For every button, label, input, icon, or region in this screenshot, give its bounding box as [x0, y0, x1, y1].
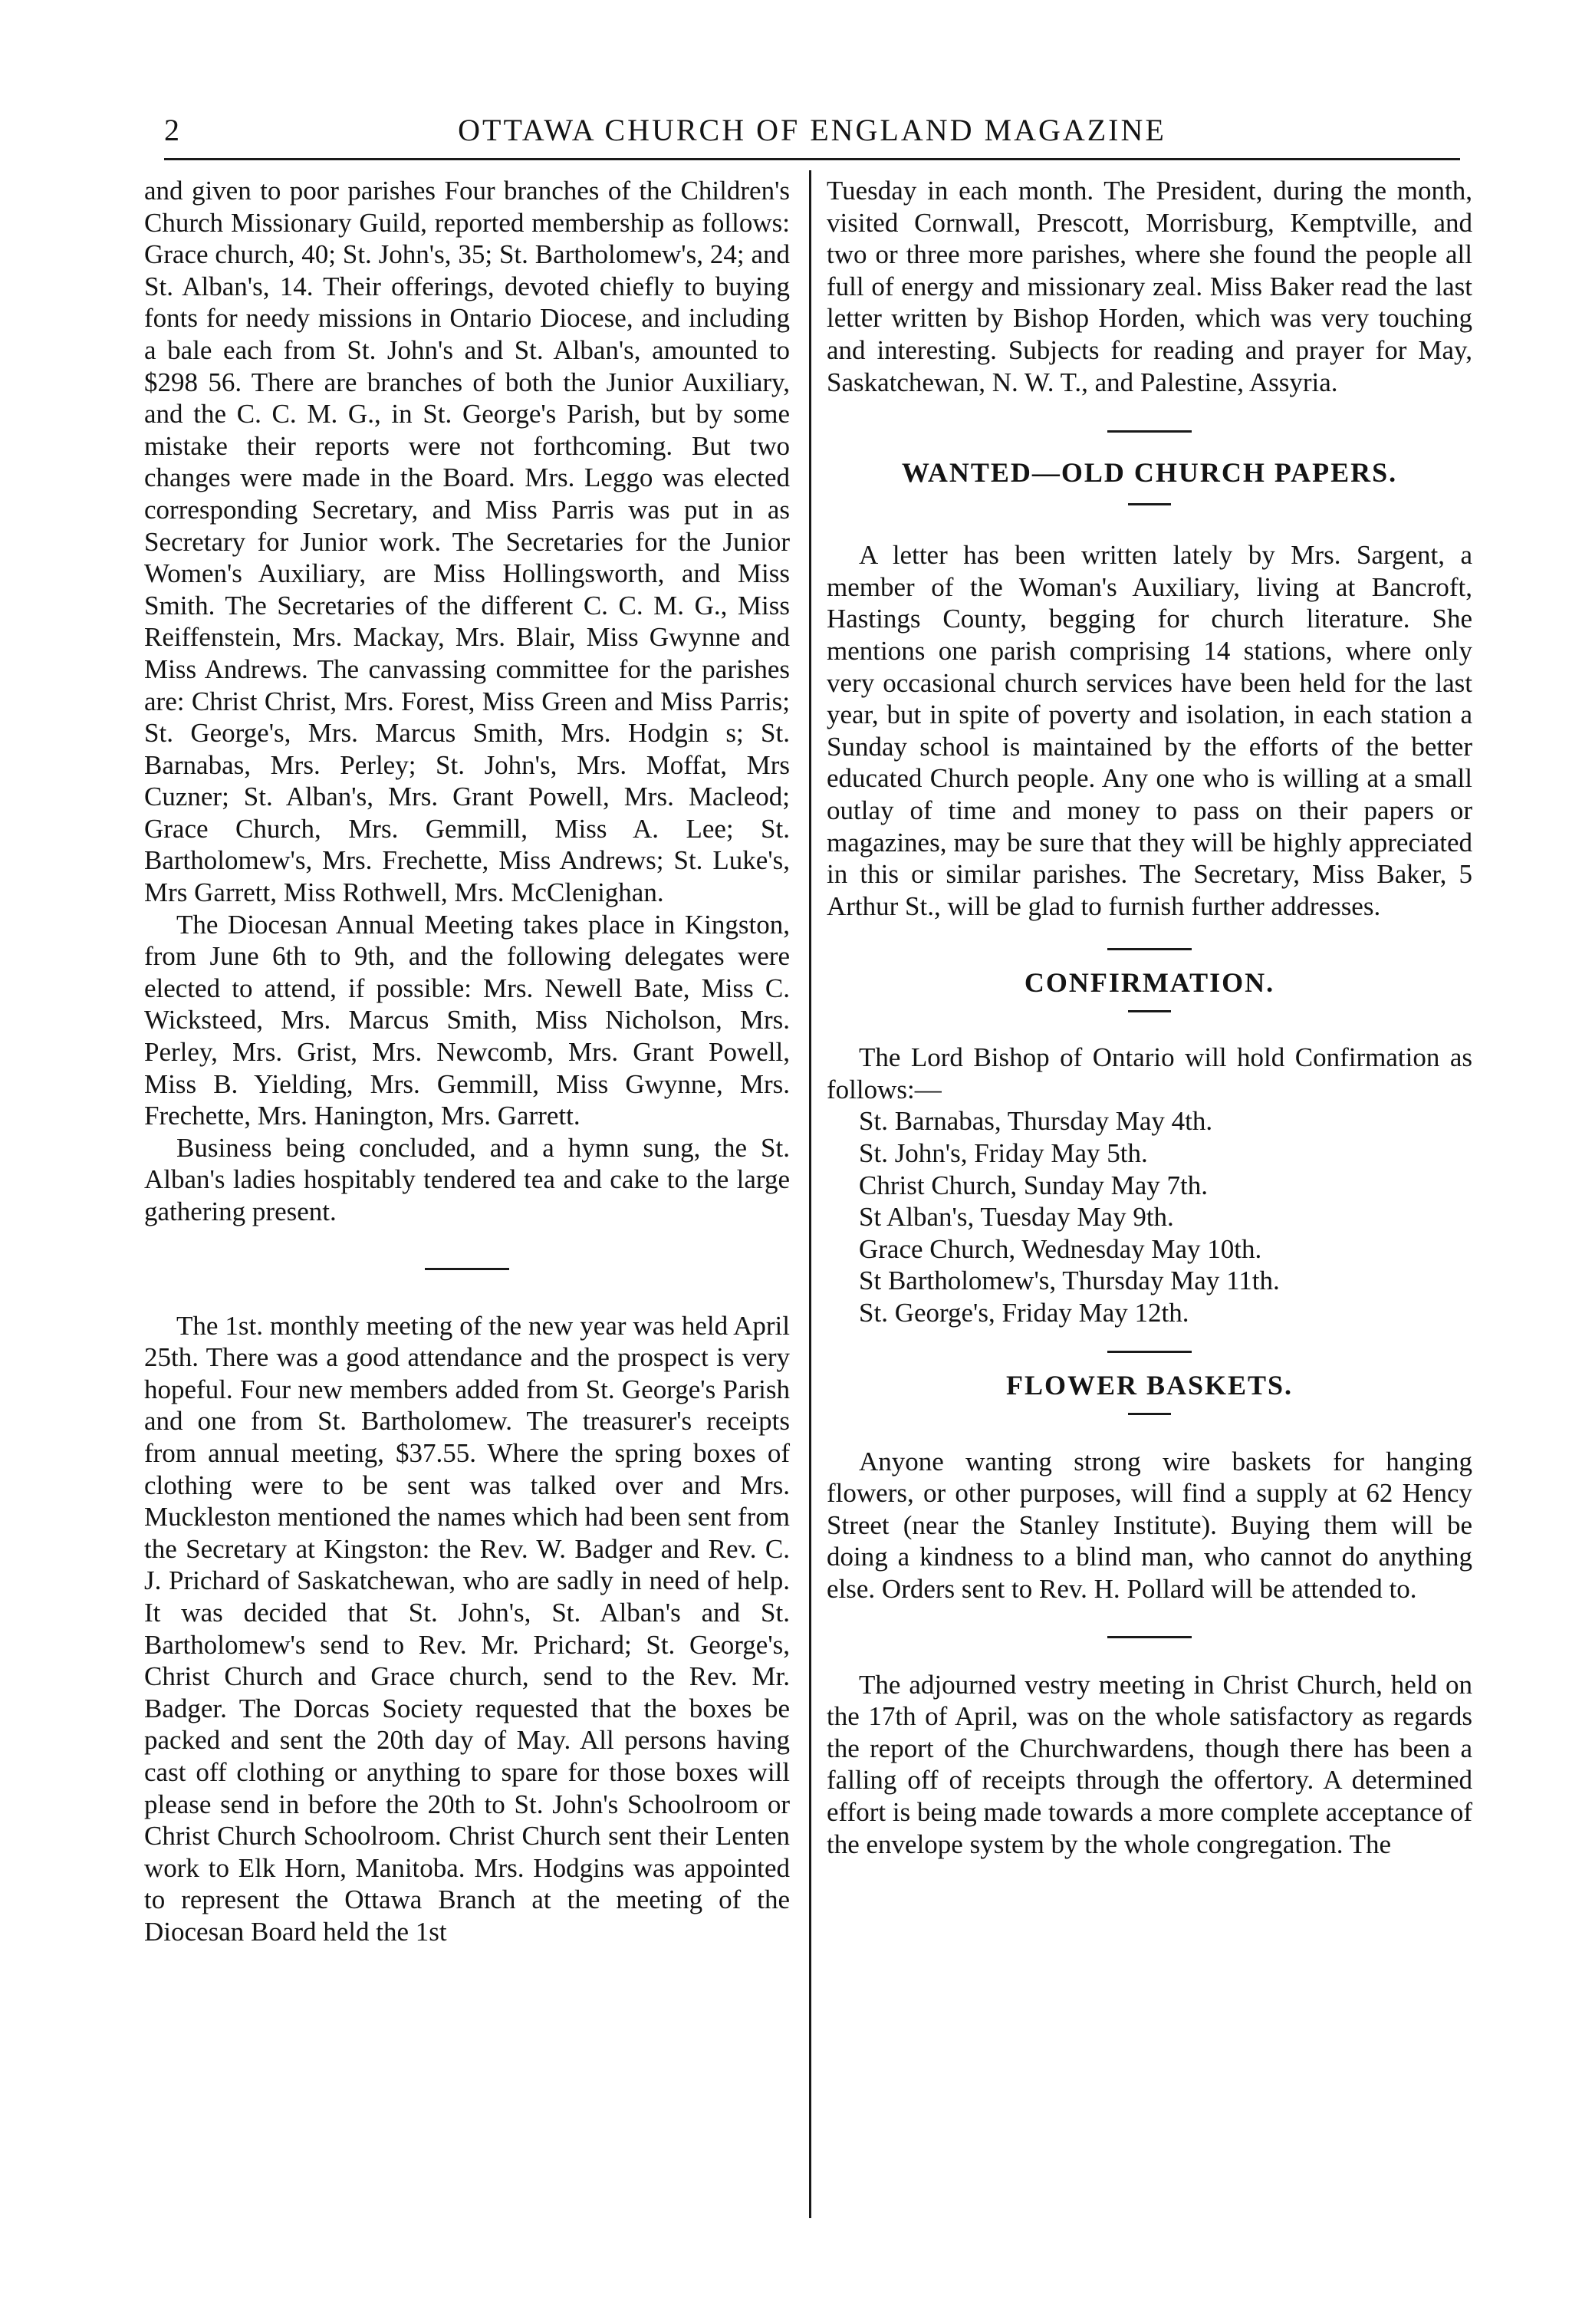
header-rule	[164, 158, 1460, 160]
schedule-item: St. George's, Friday May 12th.	[859, 1298, 1189, 1328]
column-divider	[809, 170, 811, 2218]
schedule-item: St Bartholomew's, Thursday May 11th.	[859, 1266, 1280, 1296]
flower-baskets-body: Anyone wanting strong wire baskets for hanging flowers, or other purposes, will find a supply at 62 Hency Street (near the Stanley Institute). Buying them will be doing a kindness to a blind man, who cannot do anything else. Orders sent to Rev. H. Pollard will be attended to.	[827, 1446, 1472, 1604]
schedule-item: St. John's, Friday May 5th.	[859, 1138, 1148, 1169]
monthly-meeting-paragraph: The 1st. monthly meeting of the new year was held April 25th. There was a good attendance and the prospect is very hopeful. Four new members added from St. George's Parish and one from St. Bartholomew. The treasurer's receipts from annual meeting, $37.55. Where the spring boxes of clothing were to be sent was talked over and Mrs. Muckleston mentioned the names which had been sent from the Secretary at Kingston: the Rev. W. Badger and Rev. C. J. Prichard of Saskatchewan, who are sadly in need of help. It was decided that St. John's, St. Alban's and St. Bartholomew's send to Rev. Mr. Prichard; St. George's, Christ Church and Grace church, send to the Rev. Mr. Badger. The Dorcas Society requested that the boxes be packed and sent the 20th day of May. All persons having cast off clothing or anything to spare for those boxes will please send in before the 20th to St. John's Schoolroom or Christ Church Schoolroom. Christ Church sent their Lenten work to Elk Horn, Manitoba. Mrs. Hodgins was appointed to represent the Ottawa Branch at the meeting of the Diocesan Board held the 1st	[144, 1310, 790, 1947]
wanted-heading: WANTED—OLD CHURCH PAPERS.	[901, 457, 1398, 489]
schedule-item: St. Barnabas, Thursday May 4th.	[859, 1106, 1213, 1137]
page-number: 2	[164, 113, 179, 147]
schedule-item: Grace Church, Wednesday May 10th.	[859, 1233, 1262, 1264]
flower-baskets-heading: FLOWER BASKETS.	[1005, 1369, 1294, 1401]
left-column	[144, 175, 790, 1947]
confirmation-heading: CONFIRMATION.	[1024, 967, 1275, 999]
closing-paragraph: Business being concluded, and a hymn sung, the St. Alban's ladies hospitably tendered tea and cake to the large gathering present.	[144, 1132, 790, 1226]
confirmation-intro: The Lord Bishop of Ontario will hold Confirmation as follows:—	[827, 1042, 1472, 1104]
diocesan-meeting-paragraph: The Diocesan Annual Meeting takes place in Kingston, from June 6th to 9th, and the following delegates were elected to attend, if possible: Mrs. Newell Bate, Miss C. Wicksteed, Mrs. Marcus Smith, Miss Nicholson, Mrs. Perley, Mrs. Grist, Mrs. Newcomb, Mrs. Grant Powell, Miss B. Yielding, Mrs. Gemmill, Miss Gwynne, Mrs. Frechette, Mrs. Hanington, Mrs. Garrett.	[144, 909, 790, 1131]
confirmation-schedule	[827, 1105, 1472, 1328]
schedule-item: Christ Church, Sunday May 7th.	[859, 1170, 1208, 1200]
page-header	[164, 107, 1460, 156]
vestry-meeting-paragraph: The adjourned vestry meeting in Christ Church, held on the 17th of April, was on the whole satisfactory as regards the report of the Churchwardens, though there has been a falling off of receipts through the offertory. A determined effort is being made towards a more complete acceptance of the envelope system by the whole congregation. The	[827, 1669, 1472, 1859]
right-column	[827, 175, 1472, 1860]
president-visits-paragraph: Tuesday in each month. The President, during the month, visited Cornwall, Prescott, Morrisburg, Kemptville, and two or three more parishes, where she found the people all full of energy and missionary zeal. Miss Baker read the last letter written by Bishop Horden, which was very touching and interesting. Subjects for reading and prayer for May, Saskatchewan, N. W. T., and Palestine, Assyria.	[827, 176, 1472, 397]
schedule-item: St Alban's, Tuesday May 9th.	[859, 1202, 1174, 1233]
wanted-body: A letter has been written lately by Mrs. Sargent, a member of the Woman's Auxiliary, living at Bancroft, Hastings County, begging for church literature. She mentions one parish comprising 14 stations, where only very occasional church services have been held for the last year, but in spite of poverty and isolation, in each station a Sunday school is maintained by the efforts of the better educated Church people. Any one who is willing at a small outlay of time and money to pass on their papers or magazines, may be sure that they will be highly appreciated in this or similar parishes. The Secretary, Miss Baker, 5 Arthur St., will be glad to furnish further addresses.	[827, 540, 1472, 921]
wa-report-paragraph: and given to poor parishes Four branches of the Children's Church Missionary Guild, reported membership as follows: Grace church, 40; St. John's, 35; St. Bartholomew's, 24; and St. Alban's, 14. Their offerings, devoted chiefly to buying fonts for needy missions in Ontario Diocese, and including a bale each from St. John's and St. Alban's, amounted to $298 56. There are branches of both the Junior Auxiliary, and the C. C. M. G., in St. George's Parish, but by some mistake their reports were not forthcoming. But two changes were made in the Board. Mrs. Leggo was elected corresponding Secretary, and Miss Parris was put in as Secretary for Junior work. The Secretaries for the Junior Women's Auxiliary, are Miss Hollingsworth, and Miss Smith. The Secretaries of the different C. C. M. G., Miss Reiffenstein, Mrs. Mackay, Mrs. Blair, Miss Gwynne and Miss Andrews. The canvassing committee for the parishes are: Christ Christ, Mrs. Forest, Miss Green and Miss Parris; St. George's, Mrs. Marcus Smith, Mrs. Hodgin s; St. Barnabas, Mrs. Perley; St. John's, Mrs. Moffat, Mrs Cuzner; St. Alban's, Mrs. Grant Powell, Mrs. Macleod; Grace Church, Mrs. Gemmill, Miss A. Lee; St. Bartholomew's, Mrs. Frechette, Miss Andrews; St. Luke's, Mrs Garrett, Miss Rothwell, Mrs. McClenighan.	[144, 176, 790, 908]
running-title: OTTAWA CHURCH OF ENGLAND MAGAZINE	[458, 113, 1166, 147]
